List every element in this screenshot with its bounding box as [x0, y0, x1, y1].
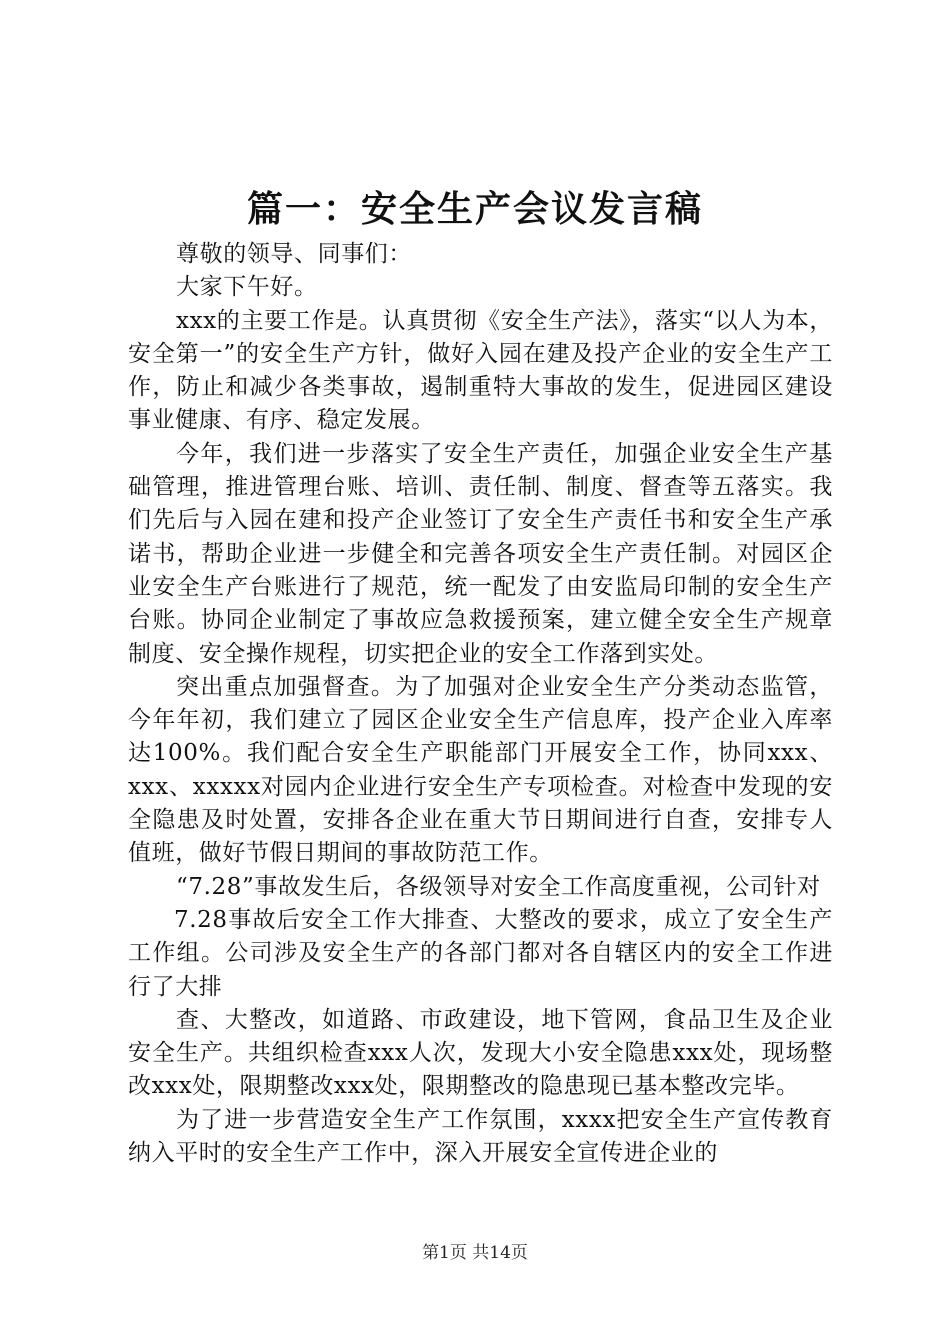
body-paragraph: “7.28”事故发生后，各级领导对安全工作高度重视，公司针对 [176, 873, 821, 900]
greeting-paragraph: 大家下午好。 [176, 274, 318, 301]
page-footer: 第1页 共14页 [422, 1243, 528, 1263]
document-body [128, 238, 833, 1170]
body-paragraph: xxx的主要工作是。认真贯彻《安全生产法》，落实“以人为本，安全第一”的安全生产方针，做好入园在建及投产企业的安全生产工作，防止和减少各类事故，遏制重特大事故的发生，促进园区建设事业健康、有序、稳定发展。 [128, 307, 833, 434]
body-paragraph: 查、大整改，如道路、市政建设，地下管网，食品卫生及企业安全生产。共组织检查xxx人次，发现大小安全隐患xxx处，现场整改xxx处，限期整改xxx处，限期整改的隐患现已基本整改完毕。 [128, 1006, 833, 1100]
document-title: 篇一：安全生产会议发言稿 [246, 188, 703, 230]
salutation-paragraph: 尊敬的领导、同事们： [176, 241, 412, 267]
body-paragraph: 7.28事故后安全工作大排查、大整改的要求，成立了安全生产工作组。公司涉及安全生产的各部门都对各自辖区内的安全工作进行了大排 [128, 906, 833, 1000]
body-paragraph: 突出重点加强督查。为了加强对企业安全生产分类动态监管，今年年初，我们建立了园区企业安全生产信息库，投产企业入库率达100%。我们配合安全生产职能部门开展安全工作，协同xxx、xxx、xxxxx对园内企业进行安全生产专项检查。对检查中发现的安全隐患及时处置，安排各企业在重大节日期间进行自查，安排专人值班，做好节假日期间的事故防范工作。 [128, 673, 833, 867]
body-paragraph: 今年，我们进一步落实了安全生产责任，加强企业安全生产基础管理，推进管理台账、培训、责任制、制度、督查等五落实。我们先后与入园在建和投产企业签订了安全生产责任书和安全生产承诺书，帮助企业进一步健全和完善各项安全生产责任制。对园区企业安全生产台账进行了规范，统一配发了由安监局印制的安全生产台账。协同企业制定了事故应急救援预案，建立健全安全生产规章制度、安全操作规程，切实把企业的安全工作落到实处。 [128, 440, 833, 667]
body-paragraph: 为了进一步营造安全生产工作氛围，xxxx把安全生产宣传教育纳入平时的安全生产工作中，深入开展安全宣传进企业的 [128, 1106, 833, 1167]
